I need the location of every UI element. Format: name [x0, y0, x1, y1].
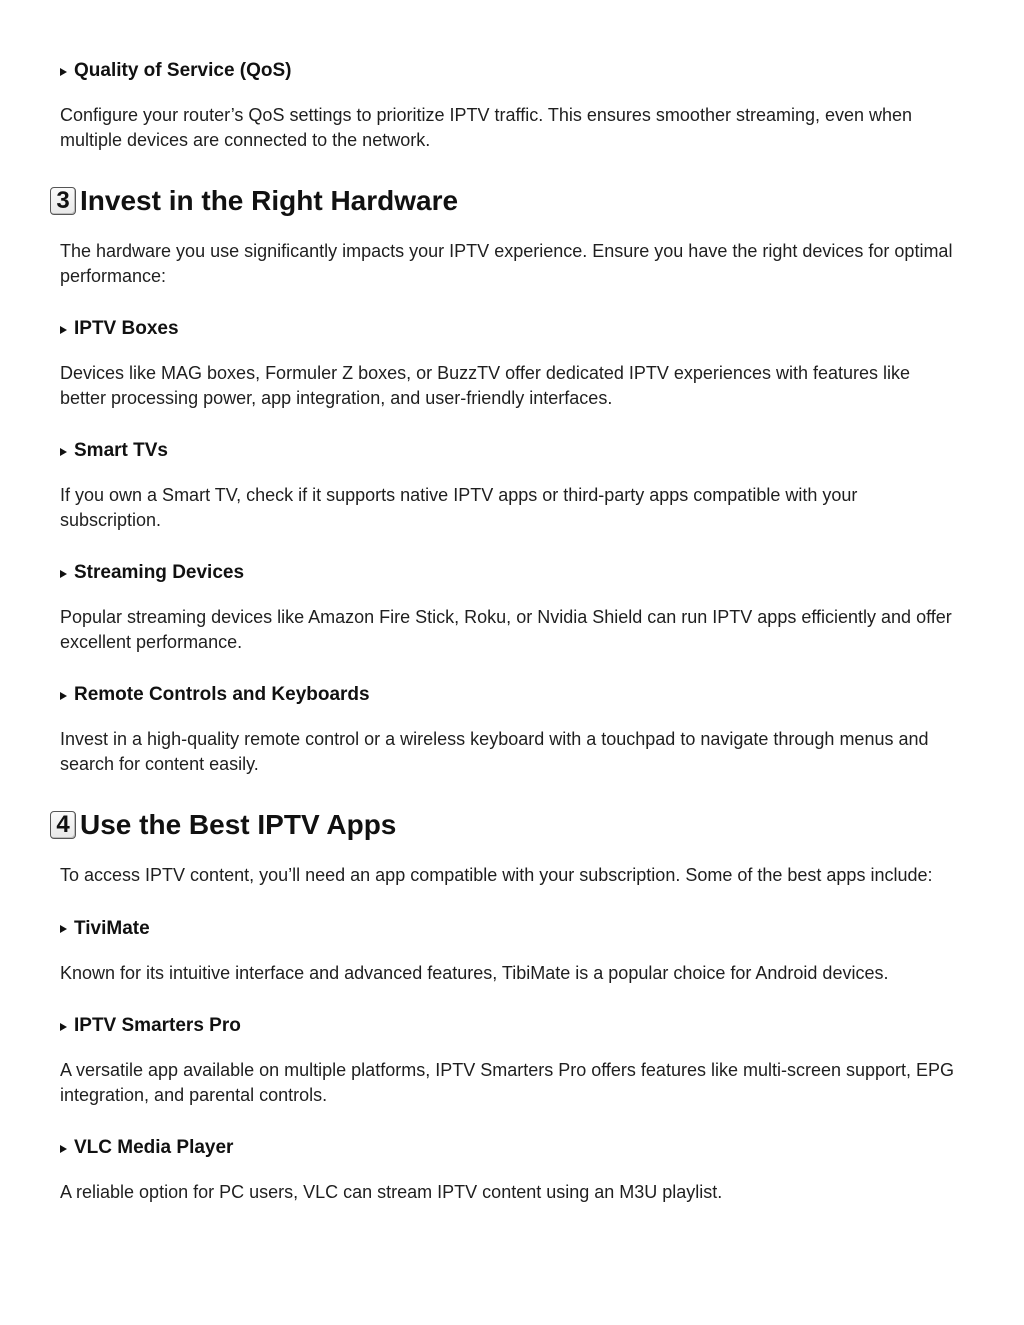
tivimate-heading-text: TiviMate: [74, 917, 150, 939]
qos-heading: [60, 58, 960, 84]
section-4-title: Use the Best IPTV Apps: [80, 809, 397, 840]
vlc-paragraph: A reliable option for PC users, VLC can stream IPTV content using an M3U playlist.: [60, 1182, 723, 1202]
vlc-heading: [60, 1135, 960, 1161]
qos-heading-text: Quality of Service (QoS): [74, 60, 292, 81]
section-3-title: Invest in the Right Hardware: [80, 185, 459, 216]
section-3-heading: [50, 184, 960, 218]
smart-tvs-heading: [60, 438, 960, 464]
remote-controls-paragraph: Invest in a high-quality remote control or a wireless keyboard with a touchpad to navigate through menus and search for content easily.: [60, 729, 929, 774]
iptv-smarters-paragraph: A versatile app available on multiple platforms, IPTV Smarters Pro offers features like multi-screen support, EPG integration, and parental controls.: [60, 1060, 955, 1105]
document-page: [56, 58, 960, 1233]
iptv-boxes-heading-text: IPTV Boxes: [74, 318, 179, 339]
iptv-boxes-paragraph: Devices like MAG boxes, Formuler Z boxes, or BuzzTV offer dedicated IPTV experiences with features like better processing power, app integration, and user-friendly interfaces.: [60, 363, 911, 408]
streaming-devices-paragraph: Popular streaming devices like Amazon Fire Stick, Roku, or Nvidia Shield can run IPTV apps efficiently and offer excellent performance.: [60, 607, 952, 652]
section-4-heading: [50, 808, 960, 842]
triangle-right-icon: [60, 692, 67, 700]
triangle-right-icon: [60, 925, 67, 933]
triangle-right-icon: [60, 1145, 67, 1153]
tivimate-heading: [60, 916, 960, 942]
iptv-smarters-heading: [60, 1013, 960, 1039]
section-4-intro: To access IPTV content, you’ll need an app compatible with your subscription. Some of the best apps include:: [60, 865, 933, 885]
vlc-heading-text: VLC Media Player: [74, 1137, 234, 1158]
triangle-right-icon: [60, 570, 67, 578]
keycap-digit-icon: 3: [50, 187, 76, 215]
triangle-right-icon: [60, 326, 67, 334]
triangle-right-icon: [60, 68, 67, 76]
triangle-right-icon: [60, 448, 67, 456]
keycap-digit-icon: 4: [50, 811, 76, 839]
iptv-boxes-heading: [60, 316, 960, 342]
triangle-right-icon: [60, 1023, 67, 1031]
section-3-intro: The hardware you use significantly impacts your IPTV experience. Ensure you have the right devices for optimal performance:: [60, 241, 953, 286]
iptv-smarters-heading-text: IPTV Smarters Pro: [74, 1015, 241, 1036]
smart-tvs-heading-text: Smart TVs: [74, 440, 168, 461]
tivimate-paragraph: Known for its intuitive interface and advanced features, TibiMate is a popular choice for Android devices.: [60, 962, 889, 983]
remote-controls-heading: [60, 682, 960, 708]
qos-paragraph: Configure your router’s QoS settings to prioritize IPTV traffic. This ensures smoother streaming, even when multiple devices are connected to the network.: [60, 105, 913, 150]
smart-tvs-paragraph: If you own a Smart TV, check if it supports native IPTV apps or third-party apps compatible with your subscription.: [60, 485, 858, 530]
remote-controls-heading-text: Remote Controls and Keyboards: [74, 684, 370, 705]
streaming-devices-heading-text: Streaming Devices: [74, 562, 245, 583]
streaming-devices-heading: [60, 560, 960, 586]
